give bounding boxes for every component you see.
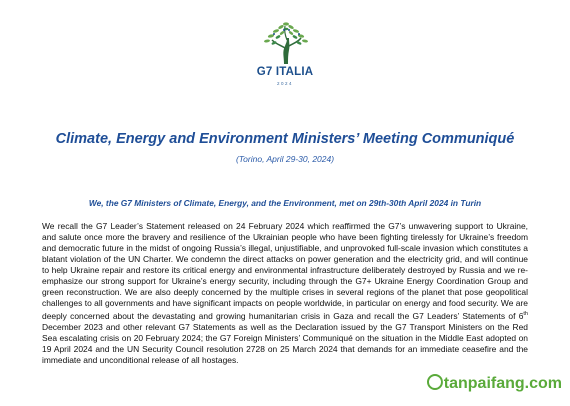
body-paragraph — [42, 221, 528, 366]
document-title: Climate, Energy and Environment Ministers’ Meeting Communiqué — [55, 131, 515, 147]
olive-tree-icon — [254, 18, 318, 66]
ordinal-superscript: th — [523, 311, 528, 317]
logo-wordmark: G7 ITALIA — [256, 66, 314, 78]
preamble-statement: We, the G7 Ministers of Climate, Energy, and the Environment, met on 29th-30th April 2024 in Turin — [88, 198, 482, 208]
watermark — [427, 374, 562, 393]
watermark-ring-icon — [427, 374, 443, 390]
logo-year: 2024 — [276, 81, 293, 86]
watermark-text: tanpaifang.com — [443, 375, 562, 392]
document-subtitle: (Torino, April 29-30, 2024) — [235, 154, 335, 164]
body-text-part-2: December 2023 and other relevant G7 Statements as well as the Declaration issued by the G7 Transport Ministers on the Red Sea escalating crisis on 20 February 2024; the G7 Foreign Ministers’ Communiqué on the situation in the Middle East adopted on 19 April 2024 and the UN Security Council resolution 2728 on 25 March 2024 that demands for an immediate ceasefire and the immediate and unconditional release of all hostages. — [42, 321, 528, 365]
body-text-part-1: We recall the G7 Leader’s Statement released on 24 February 2024 which reaffirmed the G7’s unwavering support to Ukraine, and salute once more the bravery and resilience of the Ukrainian people who have been fighting tirelessly for Ukraine’s freedom and democratic future in the midst of ongoing Russia’s illegal, unjustifiable, and unprovoked full-scale invasion which constitutes a blatant violation of the UN Charter. We condemn the direct attacks on power generation and the electricity grid, and will continue to help Ukraine repair and restore its critical energy and environmental infrastructure deliberately destroyed by Russia and we re-emphasize our strong support for Ukraine’s energy security, including through the G7+ Ukraine Energy Coordination Group and green reconstruction. We are also deeply concerned by the multiple crises in several regions of the planet that pose geopolitical challenges to all governments and have significant impacts on people worldwide, in particular on energy and food security. We are deeply concerned about the devastating and growing humanitarian crisis in Gaza and recall the G7 Leaders’ Statements of 6 — [42, 221, 528, 321]
